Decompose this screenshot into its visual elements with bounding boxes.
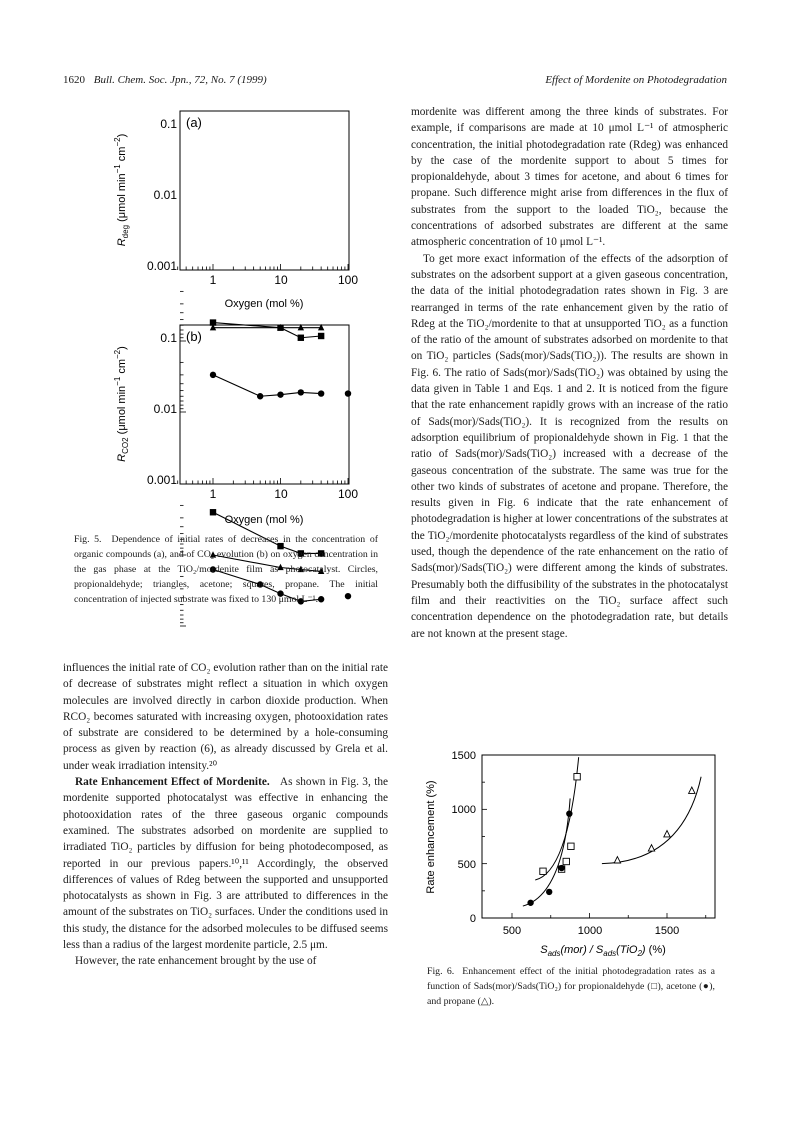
fig5-caption-label: Fig. 5.: [74, 534, 102, 545]
data-point-propionaldehyde: [574, 774, 580, 780]
figure-5: [0, 104, 380, 534]
series-line-propionaldehyde: [213, 375, 321, 396]
fig5a-ylabel: $R_{deg}$ (μmol $\min^{-1} cm^{-2}$): [113, 133, 130, 247]
fig5b-ytick-0.01: 0.01: [153, 402, 177, 416]
fig6-caption-label: Fig. 6.: [427, 966, 455, 977]
fig6-ylabel: Rate enhancement (%): [425, 780, 437, 894]
fig6-xtick-500: 500: [502, 925, 522, 937]
fig5b-frame: [180, 325, 349, 484]
fig6-caption-text: Enhancement effect of the initial photodegradation rates as a function of Sads(mor)/Sads(TiO₂) for propionaldehyde (□), acetone (●), and propane (△).: [427, 966, 715, 1007]
fit-curve-propionaldehyde: [535, 757, 578, 880]
fig5-caption-text: Dependence of initial rates of decreases in the concentration of organic compounds (a), and of CO₂ evolution (b) on oxygen concentration in the gas phase at the TiO₂/mordenite film as photocatalyst. Circles, propionaldehyde; triangles, acetone; squares, propane. The initial concentration of injected substrate was fixed to 130 μmol L⁻¹.: [74, 534, 378, 605]
fig6-caption: [427, 964, 715, 1009]
data-point-propionaldehyde: [298, 389, 304, 395]
fig6-ytick-500: 500: [457, 859, 476, 871]
data-point-propane: [664, 831, 670, 837]
figure-6: [410, 748, 740, 958]
left-paragraph-1: influences the initial rate of CO₂ evolution rather than on the initial rate of decrease of substrates might reflect a situation in which oxygen molecules are involved directly in carbon dioxide production. When RCO₂ becomes saturated with increasing oxygen, photooxidation rates of substrate are considered to be determined by a hole-consuming process as given by reaction (6), as already discussed by Grela et al. under weak irradiation intensity.²⁰: [63, 662, 388, 772]
fig6-frame: [482, 755, 715, 918]
left-column: [63, 660, 388, 970]
data-point-propane: [648, 845, 654, 851]
fig5a-xtick-100: 100: [337, 273, 359, 287]
fig5a-panel-label: (a): [186, 115, 202, 130]
fig6-ytick-1500: 1500: [451, 750, 476, 762]
fig5a-xtick-10: 10: [274, 273, 288, 287]
fig6-ytick-0: 0: [469, 913, 476, 925]
data-point-propionaldehyde: [568, 843, 574, 849]
page-number: 1620: [63, 74, 85, 86]
running-title: Effect of Mordenite on Photodegradation: [545, 74, 727, 86]
fig6-ytick-1000: 1000: [451, 804, 476, 816]
fig5b-xtick-100: 100: [337, 487, 359, 501]
section-heading-rate-enhancement: Rate Enhancement Effect of Mordenite.: [75, 776, 270, 789]
fit-curve-acetone: [523, 798, 570, 906]
fig5b-xtick-10: 10: [274, 487, 288, 501]
left-paragraph-2-text: As shown in Fig. 3, the mordenite supported photocatalyst was effective in enhancing the photooxidation rates of the three gaseous organic compounds examined. The substrates adsorbed on mordenite are supplied to irradiated TiO₂ particles by diffusion for being photodecomposed, as reported in our previous papers.¹⁰,¹¹ Accordingly, the observed differences of values of Rdeg between the supported and unsupported photocatalysts as shown in Fig. 3 are attributed to differences in the amount of the substrates on TiO₂ surfaces. Under the conditions used in this study, the distance for the adsorbed molecules to be diffused seems less than a radius of the largest mordenite particle, 2.5 μm.: [63, 776, 388, 952]
data-point-propane: [298, 335, 304, 341]
fig5b-panel-label: (b): [186, 329, 202, 344]
fig5a-ytick-0.001: 0.001: [146, 259, 177, 273]
journal-citation: Bull. Chem. Soc. Jpn., 72, No. 7 (1999): [93, 74, 267, 86]
data-point-propionaldehyde: [540, 868, 546, 874]
fig5a-ytick-0.1: 0.1: [160, 117, 177, 131]
fig6-xlabel: $S_{ads}(mor) / S_{ads}(TiO_2)$ (%): [540, 944, 666, 958]
fig5b-xlabel: Oxygen (mol %): [224, 514, 304, 526]
fig6-xtick-1000: 1000: [577, 925, 603, 937]
fig5-caption: [74, 532, 378, 607]
fig5a-frame: [180, 111, 349, 270]
data-point-propane: [614, 857, 620, 863]
data-point-propane: [210, 509, 216, 515]
data-point-propane: [689, 787, 695, 793]
fig5b-xtick-1: 1: [209, 487, 217, 501]
fig5a-xlabel: Oxygen (mol %): [224, 298, 304, 310]
data-point-propionaldehyde: [318, 390, 324, 396]
fig5a-ytick-0.01: 0.01: [153, 188, 177, 202]
data-point-propionaldehyde: [257, 393, 263, 399]
data-point-acetone: [566, 810, 572, 816]
left-paragraph-2: [63, 774, 388, 953]
data-point-propane: [318, 333, 324, 339]
fig5b-ytick-0.1: 0.1: [160, 331, 177, 345]
data-point-propionaldehyde: [277, 391, 283, 397]
data-point-propionaldehyde: [345, 390, 351, 396]
data-point-acetone: [558, 865, 564, 871]
right-paragraph-1: mordenite was different among the three kinds of substrates. For example, if comparisons are made at 10 μmol L⁻¹ of atmospheric concentration, the initial photodegradation rate (Rdeg) was enhanced by the case of the mordenite support to about 5 times for propionaldehyde, about 3 times for acetone, and about 6 times for propane. Such difference might arise from differences in the flux of substrates from the support to the loaded TiO₂, because the concentrations of adsorbed substrates are different at the same atmospheric concentration of 10 μmol L⁻¹.: [411, 106, 728, 249]
data-point-acetone: [527, 900, 533, 906]
fig5b-ytick-0.001: 0.001: [146, 473, 177, 487]
data-point-propionaldehyde: [563, 858, 569, 864]
fig5b-ylabel: $R_{CO2}$ (μmol $\min^{-1} cm^{-2}$): [113, 346, 130, 462]
data-point-acetone: [546, 889, 552, 895]
running-header-left: [63, 74, 267, 86]
right-paragraph-2: To get more exact information of the effects of the adsorption of substrates on the adsorbent support at a given gaseous concentration, the data of the initial photodegradation rates shown in Fig. 3 are rearranged in terms of the rate enhancement given by the ratio of Rdeg at the TiO₂/mordenite to that at unsupported TiO₂ as a function of the ratio of the amount of substrates adsorbed on mordenite to that on TiO₂ particles (Sads(mor)/Sads(TiO₂)). The results are shown in Fig. 6. The ratio of Sads(mor)/Sads(TiO₂) was obtained by using the data given in Table 1 and Eqs. 1 and 2. It is noticed from the figure that the rate enhancement rapidly grows with an increase of the ratio of Sads(mor)/Sads(TiO₂). It is recognized from the results on adsorption equilibrium of propionaldehyde shown in Fig. 1 that the ratio of Sads(mor)/Sads(TiO₂) increased with a decrease of the gaseous concentration of the substrate. The same was true for the other two kinds of substrates of acetone and propane. Therefore, the results given in Fig. 6 indicate that the rate enhancement of photodegradation is higher at lower concentrations of the substrates at the TiO₂/mordenite photocatalysts regardless of the kind of substrates used, though the dependence of the rate enhancement on the ratio of Sads(mor)/Sads(TiO₂) were different among the kinds of substrates. Presumably both the diffusibility of the substrates in the photocatalyst film and their reactivities on the TiO₂ surface affect such concentration dependence on the photodegradation rate, but details are not known at the present stage.: [411, 252, 728, 640]
data-point-propionaldehyde: [210, 372, 216, 378]
fig6-xtick-1500: 1500: [654, 925, 680, 937]
right-column: [411, 104, 728, 642]
fig5-panel-a: [113, 111, 358, 412]
left-paragraph-3: However, the rate enhancement brought by the use of: [75, 955, 317, 968]
fig5a-xtick-1: 1: [209, 273, 217, 287]
